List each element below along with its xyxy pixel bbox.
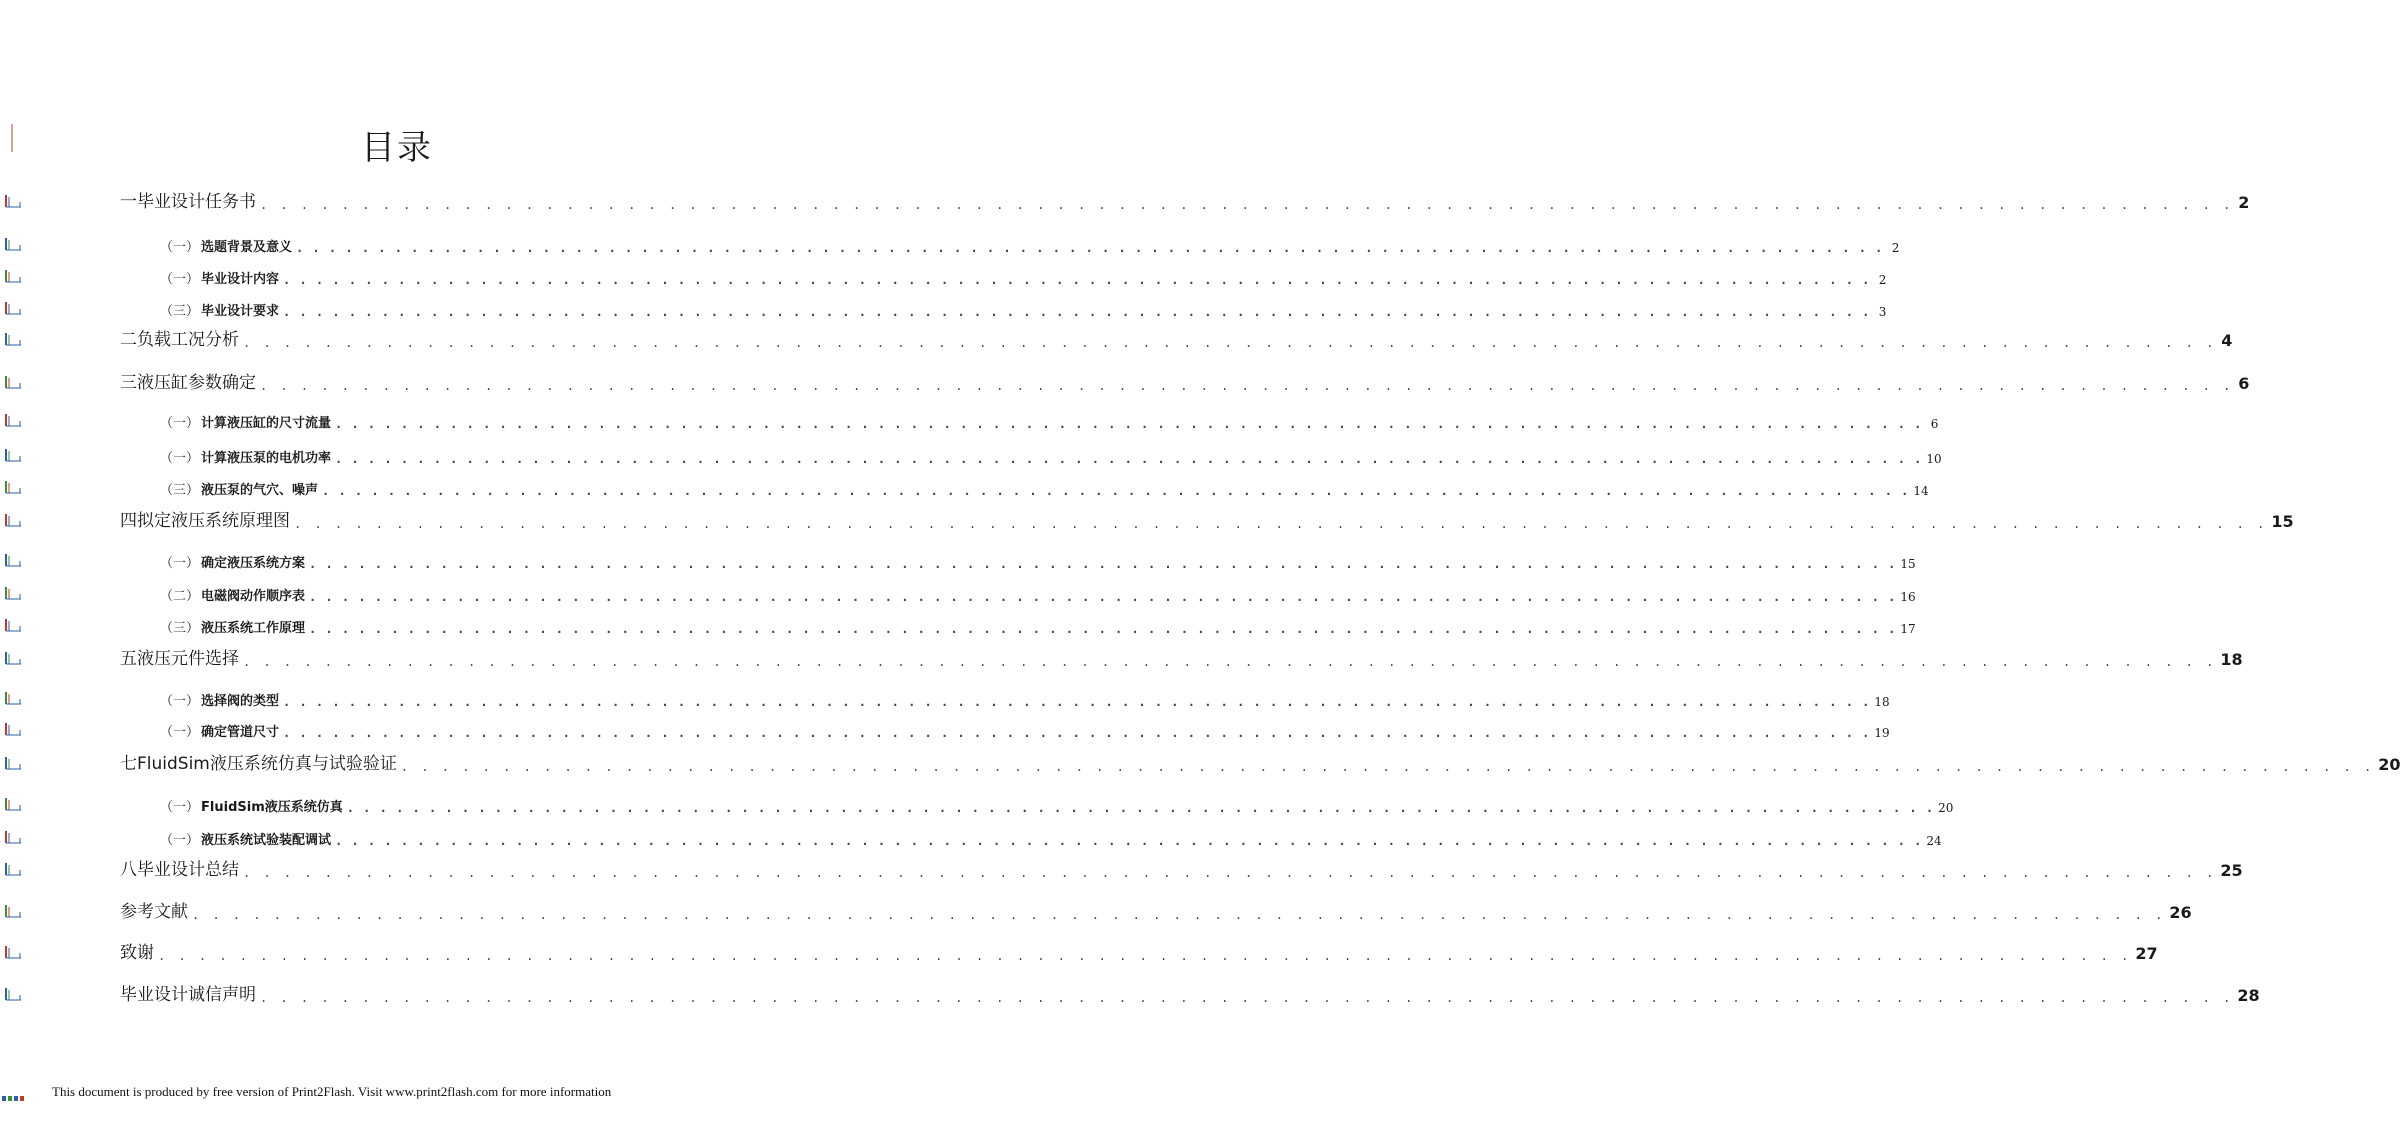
toc-entry-title: 选题背景及意义 [201, 240, 293, 255]
margin-marker-icon [4, 586, 22, 600]
toc-entry-title: 液压泵的气穴、噪声 [201, 483, 319, 498]
margin-tick [10, 124, 14, 152]
toc-page-number: 14 [1913, 484, 1929, 498]
toc-entry-title: 电磁阀动作顺序表 [201, 589, 306, 604]
toc-entry-title: 确定管道尺寸 [201, 725, 280, 740]
margin-marker-icon [4, 618, 22, 632]
toc-page-number: 15 [2271, 512, 2294, 531]
toc-entry[interactable] [120, 854, 2243, 880]
toc-entry[interactable] [120, 937, 2158, 963]
toc-entry[interactable] [160, 229, 1900, 255]
print2flash-icon [2, 1088, 24, 1098]
margin-marker-icon [4, 722, 22, 736]
toc-entry[interactable] [120, 643, 2243, 669]
toc-entry[interactable] [120, 896, 2192, 922]
margin-marker-icon [4, 194, 22, 208]
margin-marker-icon [4, 651, 22, 665]
toc-leader-dots: . . . . . . . . . . . . . . . . . . . . . . . . . . . . . . . . . . . . . . . . . . . . . . . . . . . . . . . . . . . . . . . . . . . . . . . . . . . . . . . . . . . . . . . . . . . . . . . . . [335, 417, 1923, 431]
toc-entry-title: 液压系统试验装配调试 [201, 833, 332, 848]
margin-marker-icon [4, 862, 22, 876]
margin-marker-icon [4, 269, 22, 283]
toc-page-number: 20 [1938, 801, 1954, 815]
toc-page-number: 4 [2221, 331, 2233, 350]
toc-entry-number: （一） [160, 556, 200, 571]
toc-entry-number: 二 [120, 330, 137, 350]
toc-entry-number: （一） [160, 240, 200, 255]
margin-marker-icon [4, 553, 22, 567]
toc-page-number: 16 [1900, 590, 1916, 604]
footer-notice: This document is produced by free version of Print2Flash. Visit www.print2flash.com for more information [52, 1084, 612, 1099]
toc-leader-dots: . . . . . . . . . . . . . . . . . . . . . . . . . . . . . . . . . . . . . . . . . . . . . . . . . . . . . . . . . . . . . . . . . . . . . . . . . . . . . . . . . . . . . . . . . . . . . . . . . [400, 760, 2375, 774]
toc-entry-number: （一） [160, 416, 200, 431]
toc-entry-title: 致谢 [120, 943, 154, 963]
toc-leader-dots: . . . . . . . . . . . . . . . . . . . . . . . . . . . . . . . . . . . . . . . . . . . . . . . . . . . . . . . . . . . . . . . . . . . . . . . . . . . . . . . . . . . . . . . . . . . . . . . . . [309, 557, 1897, 571]
margin-marker-icon [4, 691, 22, 705]
toc-entry-title: 计算液压泵的电机功率 [201, 451, 332, 466]
toc-entry-title: FluidSim液压系统仿真与试验验证 [137, 754, 397, 774]
toc-page-number: 26 [2169, 903, 2192, 922]
toc-leader-dots: . . . . . . . . . . . . . . . . . . . . . . . . . . . . . . . . . . . . . . . . . . . . . . . . . . . . . . . . . . . . . . . . . . . . . . . . . . . . . . . . . . . . . . . . . . . . . . . . . [294, 517, 2268, 531]
margin-marker-icon [4, 448, 22, 462]
toc-page-number: 6 [2238, 374, 2250, 393]
margin-marker-icon [4, 756, 22, 770]
toc-page-number: 19 [1874, 726, 1890, 740]
toc-leader-dots: . . . . . . . . . . . . . . . . . . . . . . . . . . . . . . . . . . . . . . . . . . . . . . . . . . . . . . . . . . . . . . . . . . . . . . . . . . . . . . . . . . . . . . . . . . . . . . . . . [335, 452, 1923, 466]
toc-leader-dots: . . . . . . . . . . . . . . . . . . . . . . . . . . . . . . . . . . . . . . . . . . . . . . . . . . . . . . . . . . . . . . . . . . . . . . . . . . . . . . . . . . . . . . . . . . . . . . . . . [283, 726, 1871, 740]
toc-entry-number: （一） [160, 451, 200, 466]
toc-leader-dots: . . . . . . . . . . . . . . . . . . . . . . . . . . . . . . . . . . . . . . . . . . . . . . . . . . . . . . . . . . . . . . . . . . . . . . . . . . . . . . . . . . . . . . . . . . . . . . . . . [283, 695, 1871, 709]
toc-entry-number: （二） [160, 589, 200, 604]
toc-leader-dots: . . . . . . . . . . . . . . . . . . . . . . . . . . . . . . . . . . . . . . . . . . . . . . . . . . . . . . . . . . . . . . . . . . . . . . . . . . . . . . . . . . . . . . . . . . . . . . . . . [192, 908, 2166, 922]
margin-marker-icon [4, 375, 22, 389]
toc-entry-number: （一） [160, 800, 200, 815]
toc-entry[interactable] [160, 261, 1887, 287]
margin-marker-icon [4, 237, 22, 251]
toc-entry-title: FluidSim液压系统仿真 [201, 800, 343, 815]
toc-entry-title: 毕业设计诚信声明 [120, 985, 256, 1005]
toc-entry[interactable] [160, 789, 1954, 815]
toc-entry[interactable] [160, 545, 1916, 571]
toc-page-number: 2 [2238, 193, 2250, 212]
toc-entry[interactable] [120, 186, 2250, 212]
toc-entry-number: 一 [120, 192, 137, 212]
toc-leader-dots: . . . . . . . . . . . . . . . . . . . . . . . . . . . . . . . . . . . . . . . . . . . . . . . . . . . . . . . . . . . . . . . . . . . . . . . . . . . . . . . . . . . . . . . . . . . . . . . . . [243, 336, 2217, 350]
toc-entry-number: （一） [160, 725, 200, 740]
toc-entry-number: 五 [120, 649, 137, 669]
toc-entry-title: 负载工况分析 [137, 330, 239, 350]
toc-entry-title: 拟定液压系统原理图 [137, 511, 290, 531]
margin-marker-icon [4, 301, 22, 315]
toc-page-number: 3 [1878, 305, 1887, 319]
toc-entry-number: （一） [160, 694, 200, 709]
toc-entry-number: 七 [120, 754, 137, 774]
toc-entry[interactable] [160, 683, 1890, 709]
toc-leader-dots: . . . . . . . . . . . . . . . . . . . . . . . . . . . . . . . . . . . . . . . . . . . . . . . . . . . . . . . . . . . . . . . . . . . . . . . . . . . . . . . . . . . . . . . . . . . . . . . . . [296, 241, 1884, 255]
toc-leader-dots: . . . . . . . . . . . . . . . . . . . . . . . . . . . . . . . . . . . . . . . . . . . . . . . . . . . . . . . . . . . . . . . . . . . . . . . . . . . . . . . . . . . . . . . . . . . . . . . . . [335, 834, 1923, 848]
toc-entry[interactable] [160, 472, 1929, 498]
toc-entry-title: 参考文献 [120, 902, 188, 922]
toc-leader-dots: . . . . . . . . . . . . . . . . . . . . . . . . . . . . . . . . . . . . . . . . . . . . . . . . . . . . . . . . . . . . . . . . . . . . . . . . . . . . . . . . . . . . . . . . . . . . . . . . . [243, 655, 2217, 669]
toc-entry-number: 四 [120, 511, 137, 531]
toc-entry[interactable] [160, 440, 1942, 466]
margin-marker-icon [4, 904, 22, 918]
toc-entry-number: 八 [120, 860, 137, 880]
toc-leader-dots: . . . . . . . . . . . . . . . . . . . . . . . . . . . . . . . . . . . . . . . . . . . . . . . . . . . . . . . . . . . . . . . . . . . . . . . . . . . . . . . . . . . . . . . . . . . . . . . . . [283, 305, 1871, 319]
toc-page-number: 25 [2220, 861, 2243, 880]
toc-page-number: 10 [1926, 452, 1942, 466]
toc-entry-title: 毕业设计任务书 [137, 192, 256, 212]
toc-entry-title: 毕业设计内容 [201, 272, 280, 287]
toc-entry-title: 选择阀的类型 [201, 694, 280, 709]
toc-page-number: 27 [2135, 944, 2158, 963]
toc-entry[interactable] [120, 505, 2294, 531]
toc-leader-dots: . . . . . . . . . . . . . . . . . . . . . . . . . . . . . . . . . . . . . . . . . . . . . . . . . . . . . . . . . . . . . . . . . . . . . . . . . . . . . . . . . . . . . . . . . . . . . . . . . [309, 622, 1897, 636]
toc-entry-title: 毕业设计总结 [137, 860, 239, 880]
toc-entry-title: 毕业设计要求 [201, 304, 280, 319]
margin-marker-icon [4, 797, 22, 811]
toc-entry-title: 液压缸参数确定 [137, 373, 256, 393]
margin-marker-icon [4, 945, 22, 959]
toc-entry-title: 确定液压系统方案 [201, 556, 306, 571]
toc-entry[interactable] [160, 714, 1890, 740]
margin-marker-icon [4, 830, 22, 844]
toc-page-number: 17 [1900, 622, 1916, 636]
toc-page-number: 15 [1900, 557, 1916, 571]
margin-marker-icon [4, 332, 22, 346]
toc-entry[interactable] [160, 610, 1916, 636]
toc-page-number: 20 [2378, 755, 2401, 774]
toc-page-number: 24 [1926, 834, 1942, 848]
toc-leader-dots: . . . . . . . . . . . . . . . . . . . . . . . . . . . . . . . . . . . . . . . . . . . . . . . . . . . . . . . . . . . . . . . . . . . . . . . . . . . . . . . . . . . . . . . . . . . . . . . . . [243, 866, 2217, 880]
toc-entry[interactable] [160, 822, 1942, 848]
toc-leader-dots: . . . . . . . . . . . . . . . . . . . . . . . . . . . . . . . . . . . . . . . . . . . . . . . . . . . . . . . . . . . . . . . . . . . . . . . . . . . . . . . . . . . . . . . . . . . . . . . . . [260, 198, 2234, 212]
toc-entry[interactable] [120, 324, 2233, 350]
toc-entry[interactable] [160, 405, 1939, 431]
toc-entry-number: 三 [120, 373, 137, 393]
toc-entry-number: （一） [160, 272, 200, 287]
margin-marker-icon [4, 480, 22, 494]
toc-entry[interactable] [120, 748, 2401, 774]
toc-entry-number: （三） [160, 304, 200, 319]
toc-entry-number: （三） [160, 621, 200, 636]
toc-entry-title: 计算液压缸的尺寸流量 [201, 416, 332, 431]
toc-leader-dots: . . . . . . . . . . . . . . . . . . . . . . . . . . . . . . . . . . . . . . . . . . . . . . . . . . . . . . . . . . . . . . . . . . . . . . . . . . . . . . . . . . . . . . . . . . . . . . . . . [260, 379, 2234, 393]
toc-leader-dots: . . . . . . . . . . . . . . . . . . . . . . . . . . . . . . . . . . . . . . . . . . . . . . . . . . . . . . . . . . . . . . . . . . . . . . . . . . . . . . . . . . . . . . . . . . . . . . . . . [158, 949, 2132, 963]
margin-marker-icon [4, 513, 22, 527]
toc-leader-dots: . . . . . . . . . . . . . . . . . . . . . . . . . . . . . . . . . . . . . . . . . . . . . . . . . . . . . . . . . . . . . . . . . . . . . . . . . . . . . . . . . . . . . . . . . . . . . . . . . [260, 991, 2234, 1005]
margin-marker-icon [4, 413, 22, 427]
toc-entry[interactable] [160, 578, 1916, 604]
page-title: 目录 [361, 128, 433, 168]
toc-entry-title: 液压系统工作原理 [201, 621, 306, 636]
toc-entry[interactable] [120, 979, 2260, 1005]
toc-page-number: 18 [2220, 650, 2243, 669]
toc-leader-dots: . . . . . . . . . . . . . . . . . . . . . . . . . . . . . . . . . . . . . . . . . . . . . . . . . . . . . . . . . . . . . . . . . . . . . . . . . . . . . . . . . . . . . . . . . . . . . . . . . [283, 273, 1871, 287]
toc-page-number: 6 [1930, 417, 1939, 431]
toc-entry-title: 液压元件选择 [137, 649, 239, 669]
margin-marker-icon [4, 987, 22, 1001]
toc-page-number: 2 [1878, 273, 1887, 287]
toc-entry-number: （三） [160, 483, 200, 498]
toc-leader-dots: . . . . . . . . . . . . . . . . . . . . . . . . . . . . . . . . . . . . . . . . . . . . . . . . . . . . . . . . . . . . . . . . . . . . . . . . . . . . . . . . . . . . . . . . . . . . . . . . . [322, 484, 1910, 498]
toc-entry[interactable] [120, 367, 2250, 393]
toc-page-number: 18 [1874, 695, 1890, 709]
toc-entry[interactable] [160, 293, 1887, 319]
toc-leader-dots: . . . . . . . . . . . . . . . . . . . . . . . . . . . . . . . . . . . . . . . . . . . . . . . . . . . . . . . . . . . . . . . . . . . . . . . . . . . . . . . . . . . . . . . . . . . . . . . . . [309, 590, 1897, 604]
toc-entry-number: （一） [160, 833, 200, 848]
toc-leader-dots: . . . . . . . . . . . . . . . . . . . . . . . . . . . . . . . . . . . . . . . . . . . . . . . . . . . . . . . . . . . . . . . . . . . . . . . . . . . . . . . . . . . . . . . . . . . . . . . . . [346, 801, 1935, 815]
toc-page-number: 2 [1891, 241, 1900, 255]
toc-page-number: 28 [2237, 986, 2260, 1005]
